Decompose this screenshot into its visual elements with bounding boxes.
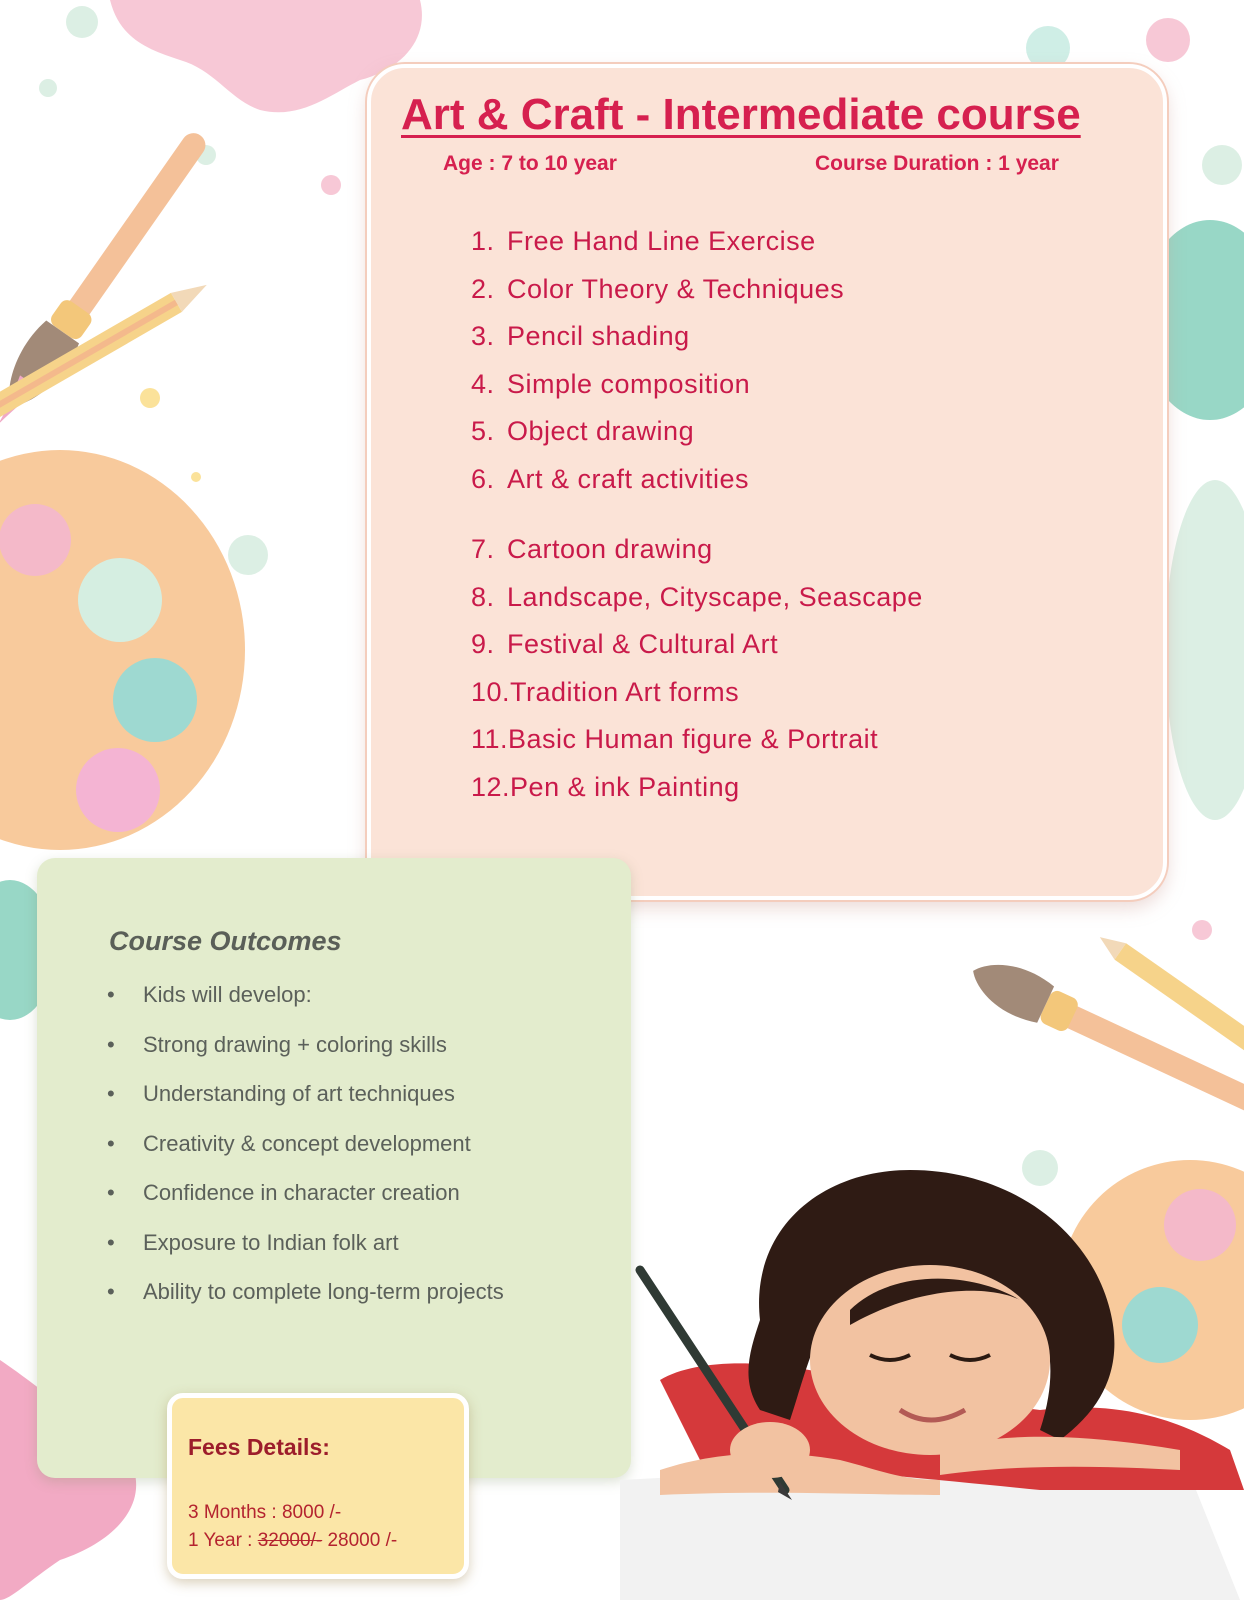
module-item: 2. Color Theory & Techniques [471,273,845,304]
module-item: 3. Pencil shading [471,321,690,351]
outcome-item: • Ability to complete long-term projects [107,1267,504,1317]
bullet-icon: • [107,1229,115,1255]
bullet-icon: • [107,1081,115,1106]
dot [228,535,268,575]
course-duration: Course Duration : 1 year [815,152,1059,175]
bullet-icon: • [107,1279,115,1304]
module-item: 8. Landscape, Cityscape, Seascape [471,581,923,612]
module-item: 10.Tradition Art forms [471,676,740,707]
course-card [367,64,1167,900]
leaf-icon [1165,480,1244,820]
fees-card [167,1393,469,1579]
outcome-list [107,970,504,1317]
outcomes-card [37,858,631,1478]
outcome-item: • Understanding of art techniques [107,1069,504,1119]
course-title: Art & Craft - Intermediate course [401,90,1081,139]
outcome-item: • Exposure to Indian folk art [107,1218,504,1268]
module-item: 1. Free Hand Line Exercise [471,226,816,256]
module-item: 9. Festival & Cultural Art [471,629,779,659]
bullet-icon: • [107,1031,115,1057]
child-drawing-photo [620,1150,1244,1600]
module-item: 11.Basic Human figure & Portrait [471,724,879,754]
dot [191,472,201,482]
dot [39,79,57,97]
outcome-item: • Kids will develop: [107,970,504,1020]
dot [1192,920,1212,940]
age-range: Age : 7 to 10 year [443,152,617,175]
dot [1202,145,1242,185]
bullet-icon: • [107,1180,115,1205]
fee-one-year: 1 Year : 32000/- 28000 /- [188,1530,398,1551]
outcomes-title: Course Outcomes [109,926,342,956]
fee-one-year-discounted: 28000 /- [322,1530,398,1551]
module-item: 5. Object drawing [471,416,695,446]
outcome-item: • Strong drawing + coloring skills [107,1020,504,1070]
bullet-icon: • [107,1130,115,1156]
module-item: 12.Pen & ink Painting [471,771,740,802]
bullet-icon: • [107,982,115,1007]
dot [1146,18,1190,62]
fee-three-months: 3 Months : 8000 /- [188,1502,342,1523]
outcome-item: • Creativity & concept development [107,1119,504,1169]
module-item: 4. Simple composition [471,368,751,399]
dot [66,6,98,38]
paintbrush-icon [963,950,1244,1127]
module-item: 6. Art & craft activities [471,463,750,494]
module-list [471,218,923,811]
module-item: 7. Cartoon drawing [471,534,713,564]
dot [321,175,341,195]
fees-title: Fees Details: [188,1434,330,1460]
outcome-item: • Confidence in character creation [107,1168,504,1218]
fee-one-year-original: 32000/- [257,1530,323,1551]
dot [140,388,160,408]
